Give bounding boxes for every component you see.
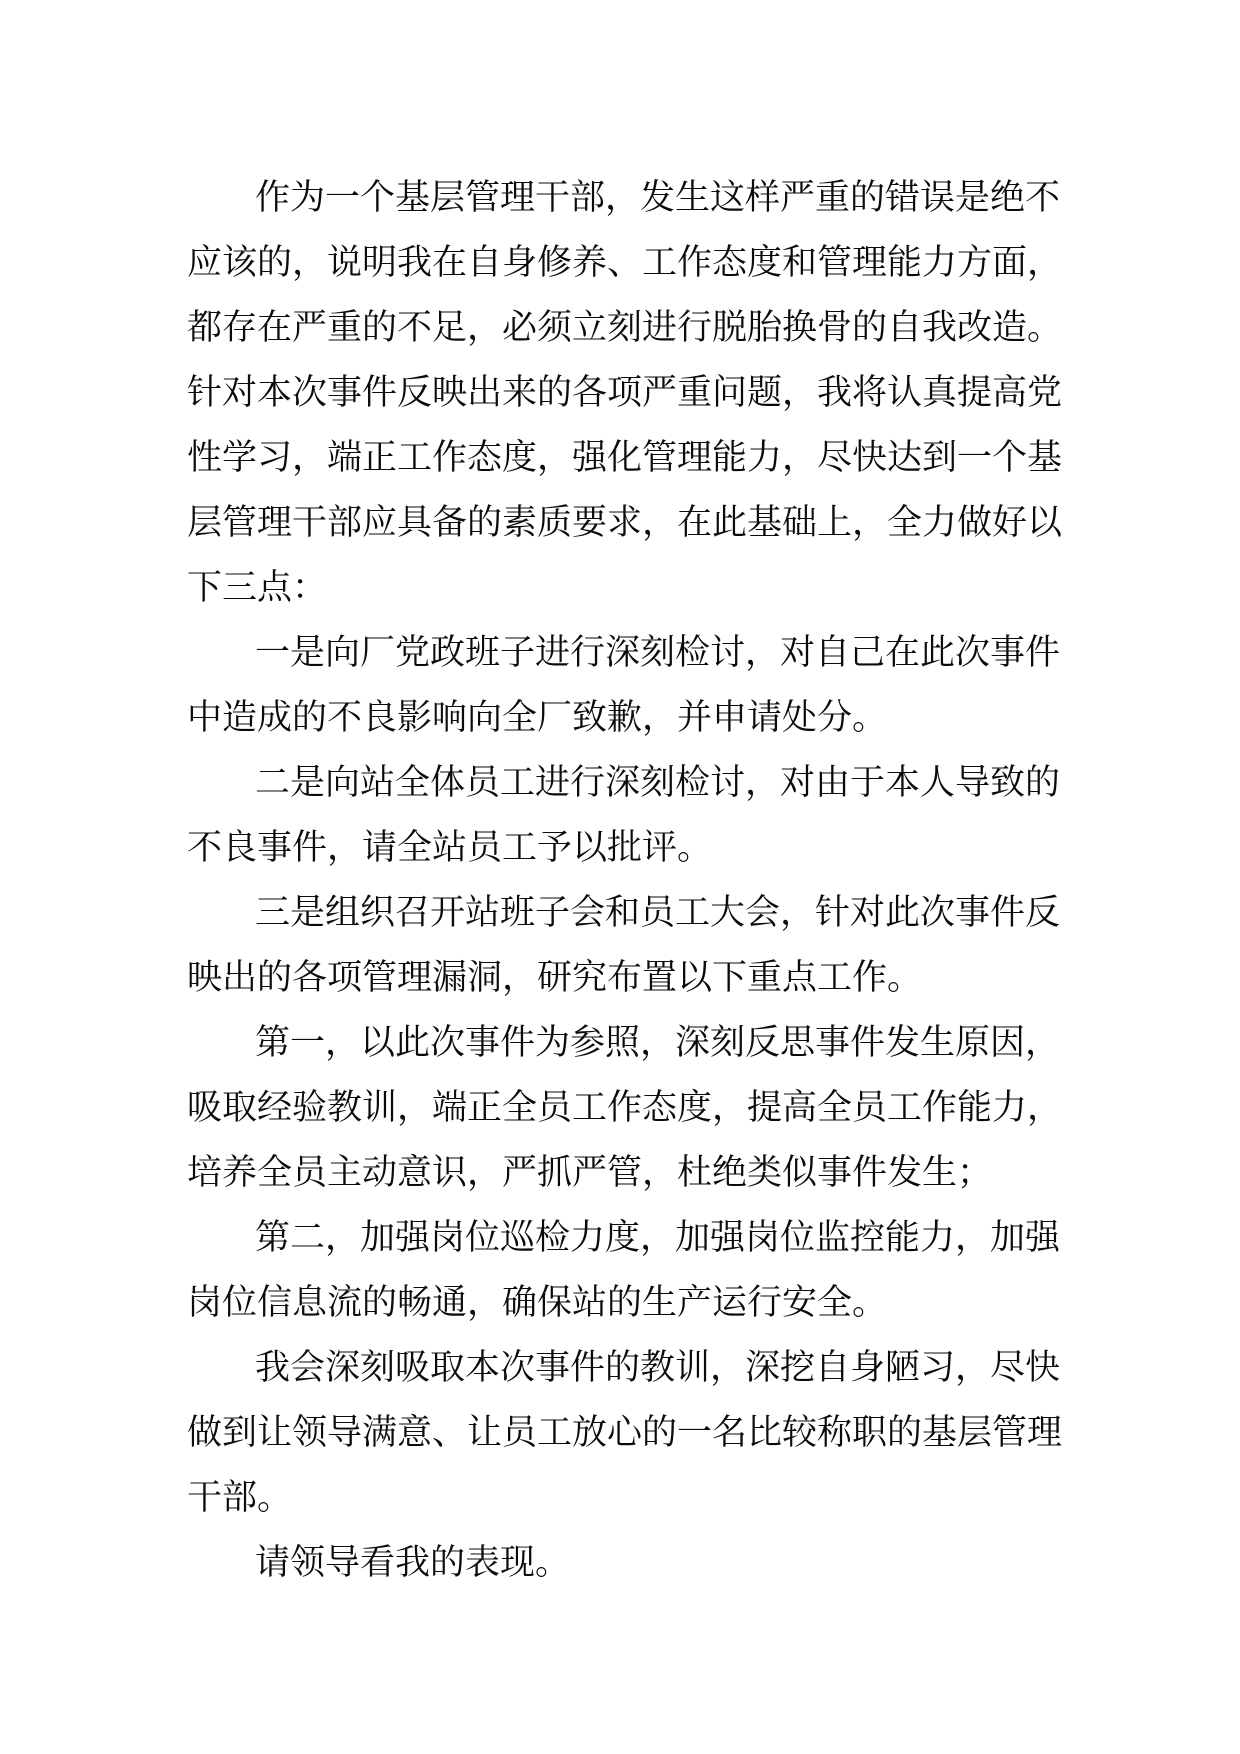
document-body: [187, 166, 1067, 1596]
paragraph-line: 性学习，端正工作态度，强化管理能力，尽快达到一个基: [187, 438, 1063, 478]
paragraph-line: 一是向厂党政班子进行深刻检讨，对自己在此次事件: [255, 633, 1061, 673]
paragraph-line: 二是向站全体员工进行深刻检讨，对由于本人导致的: [255, 763, 1061, 803]
paragraph-task-second: [187, 1206, 1067, 1336]
paragraph-line: 中造成的不良影响向全厂致歉，并申请处分。: [187, 698, 888, 738]
paragraph-point-one: [187, 621, 1067, 751]
paragraph-line: 第二，加强岗位巡检力度，加强岗位监控能力，加强: [255, 1218, 1061, 1258]
paragraph-line: 都存在严重的不足，必须立刻进行脱胎换骨的自我改造。: [187, 308, 1063, 348]
paragraph-closing: [187, 1531, 1067, 1596]
paragraph-line: 培养全员主动意识，严抓严管，杜绝类似事件发生；: [187, 1153, 993, 1193]
paragraph-line: 作为一个基层管理干部，发生这样严重的错误是绝不: [255, 178, 1061, 218]
paragraph-line: 请领导看我的表现。: [255, 1543, 571, 1583]
paragraph-line: 我会深刻吸取本次事件的教训，深挖自身陋习，尽快: [255, 1348, 1061, 1388]
paragraph-line: 干部。: [187, 1478, 293, 1518]
paragraph-line: 岗位信息流的畅通，确保站的生产运行安全。: [187, 1283, 888, 1323]
paragraph-line: 映出的各项管理漏洞，研究布置以下重点工作。: [187, 958, 923, 998]
paragraph-task-first: [187, 1011, 1067, 1206]
paragraph-line: 针对本次事件反映出来的各项严重问题，我将认真提高党: [187, 373, 1063, 413]
paragraph-intro: [187, 166, 1067, 621]
paragraph-line: 做到让领导满意、让员工放心的一名比较称职的基层管理: [187, 1413, 1063, 1453]
paragraph-line: 应该的，说明我在自身修养、工作态度和管理能力方面，: [187, 243, 1063, 283]
paragraph-line: 第一，以此次事件为参照，深刻反思事件发生原因，: [255, 1023, 1061, 1063]
paragraph-line: 不良事件，请全站员工予以批评。: [187, 828, 713, 868]
paragraph-point-three: [187, 881, 1067, 1011]
paragraph-line: 三是组织召开站班子会和员工大会，针对此次事件反: [255, 893, 1061, 933]
paragraph-commitment: [187, 1336, 1067, 1531]
paragraph-line: 吸取经验教训，端正全员工作态度，提高全员工作能力，: [187, 1088, 1063, 1128]
paragraph-line: 下三点：: [187, 568, 328, 608]
paragraph-point-two: [187, 751, 1067, 881]
paragraph-line: 层管理干部应具备的素质要求，在此基础上，全力做好以: [187, 503, 1063, 543]
